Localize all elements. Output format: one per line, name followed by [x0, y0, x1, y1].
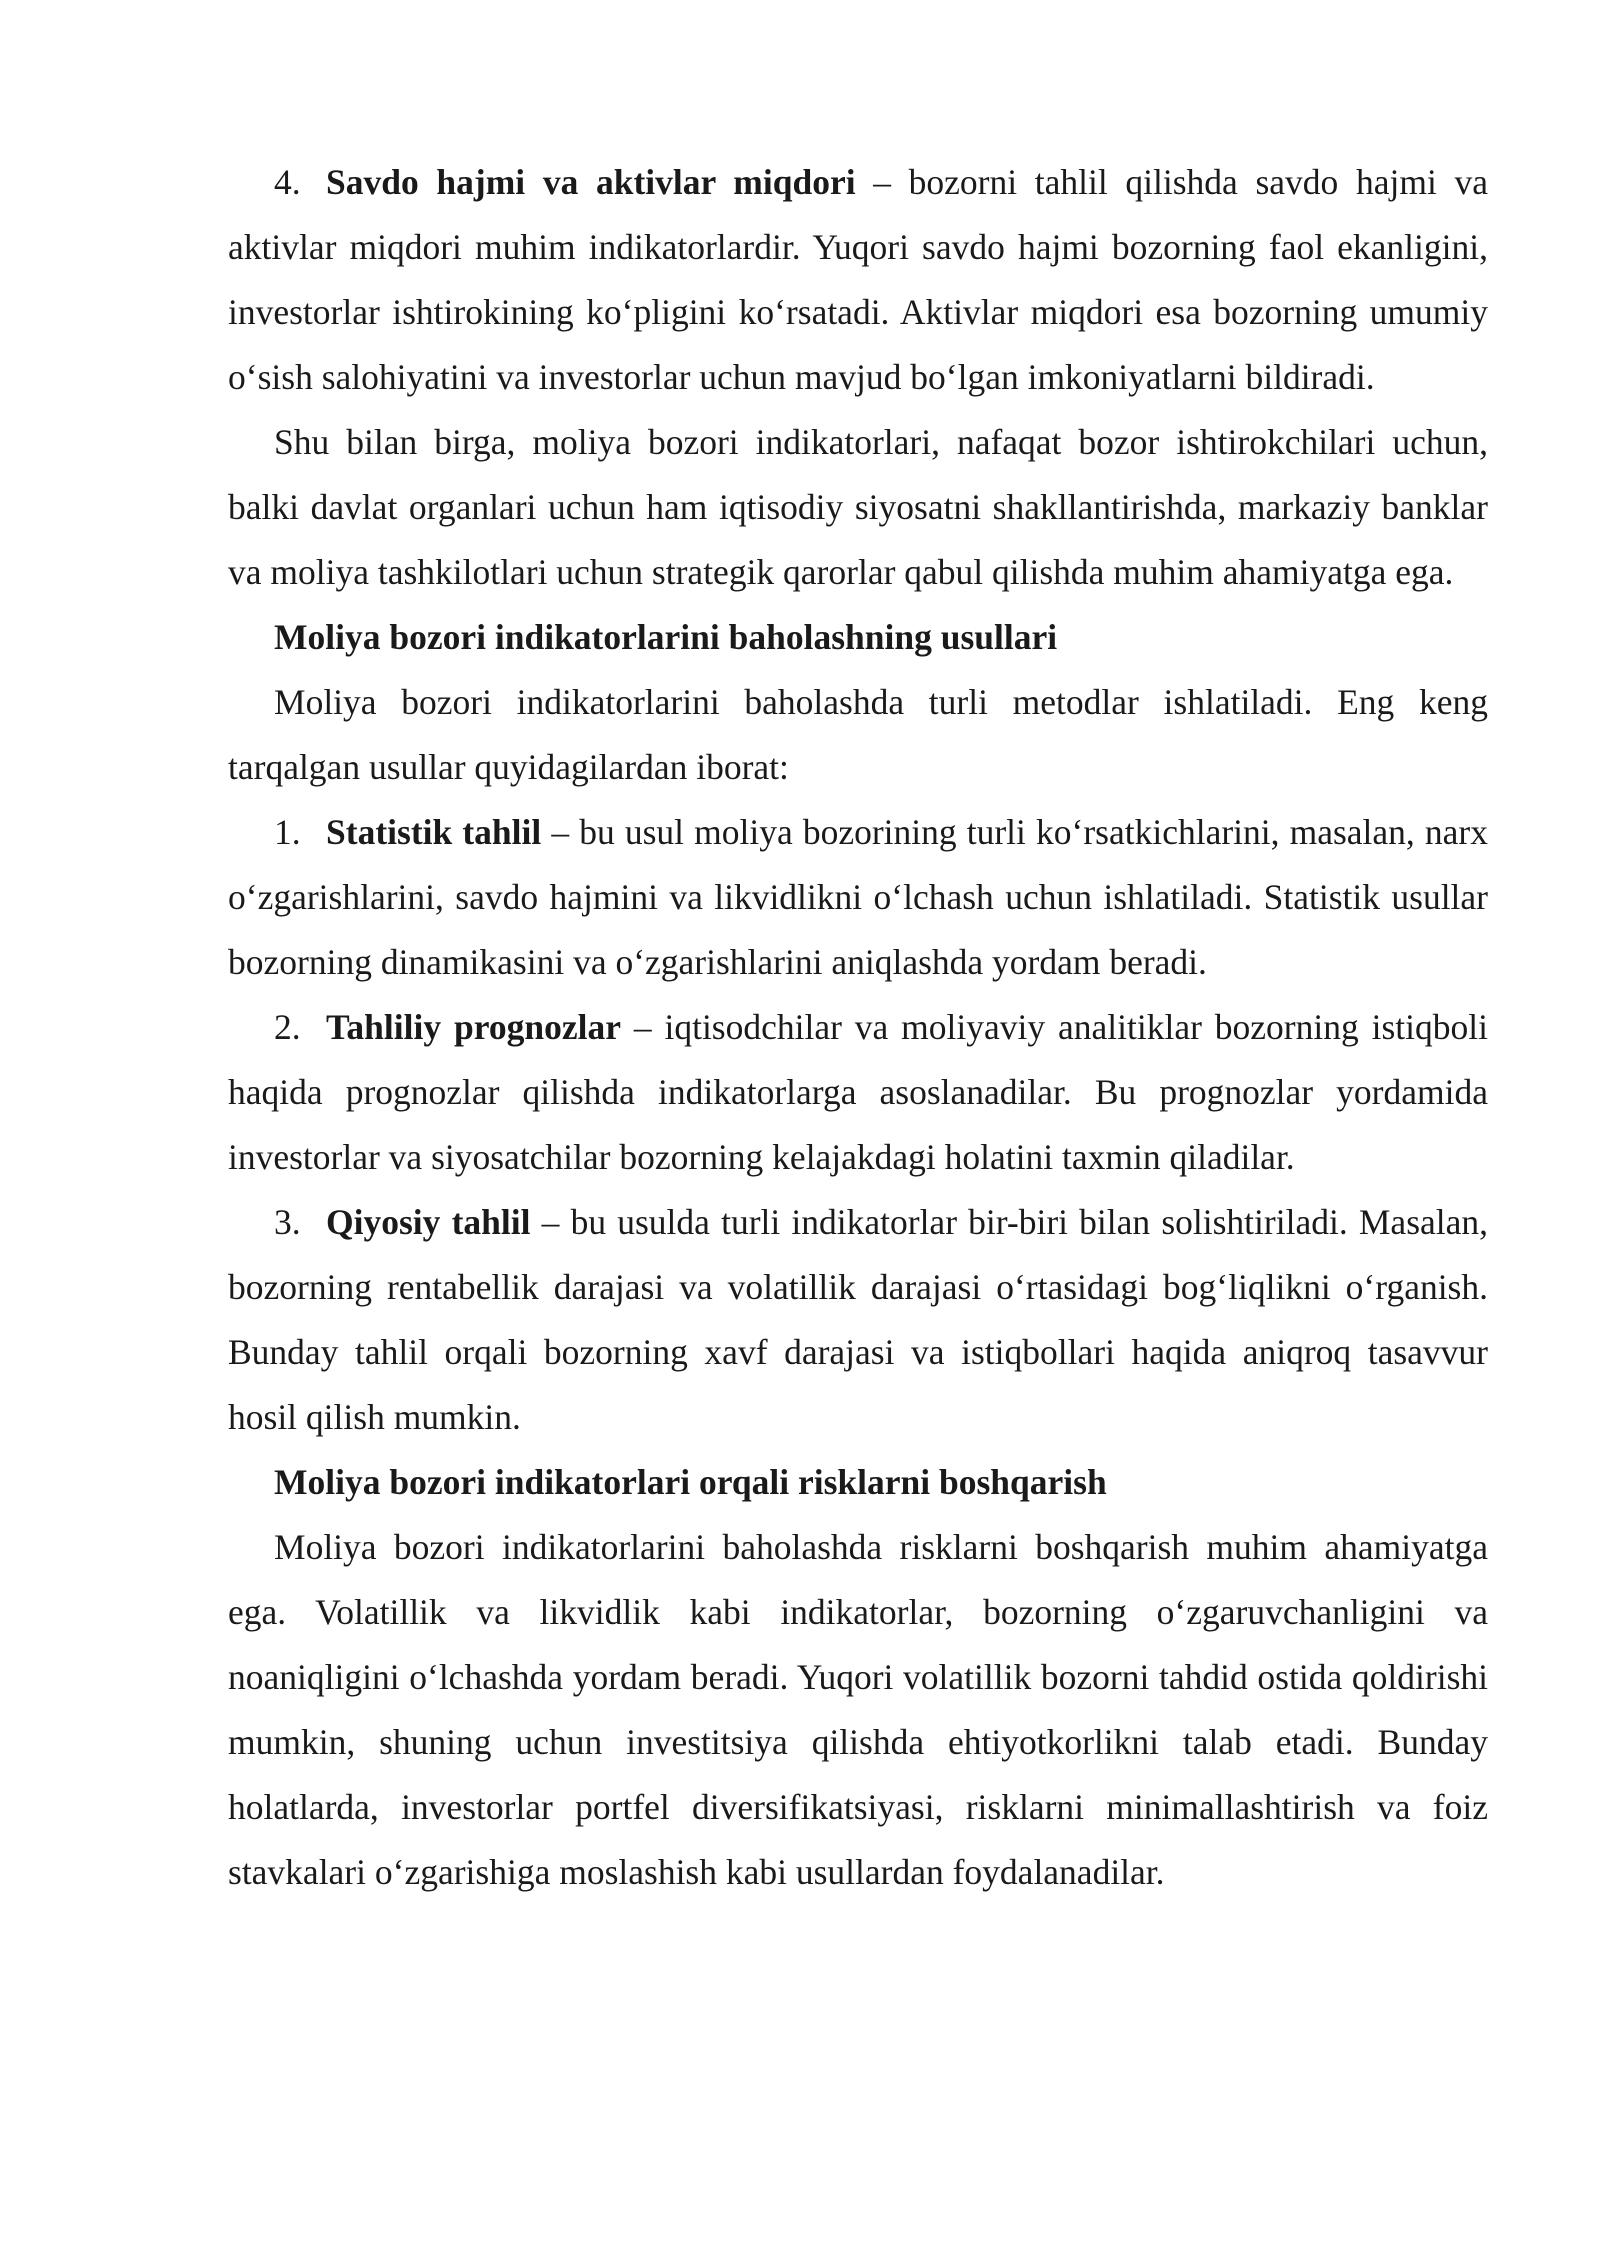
paragraph-text: – bozorni tahlil qilishda savdo hajmi va aktivlar miqdori muhim indikatorlardir. Yuqori savdo hajmi bozorning faol ekanligini, investorlar ishtirokining ko‘pligini ko‘rsatadi. Aktivlar miqdori esa bozorning umumiy o‘sish salohiyatini va investorlar uchun mavjud bo‘lgan imkoniyatlarni bildiradi.: [228, 162, 1488, 397]
paragraph-importance: Shu bilan birga, moliya bozori indikatorlari, nafaqat bozor ishtirokchilari uchun, balki davlat organlari uchun ham iqtisodiy siyosatni shakllantirishda, markaziy banklar va moliya tashkilotlari uchun strategik qarorlar qabul qilishda muhim ahamiyatga ega.: [228, 422, 1488, 592]
bold-term: Qiyosiy tahlil: [326, 1202, 531, 1242]
paragraph-text: – bu usulda turli indikatorlar bir-biri bilan solishtiriladi. Masalan, bozorning rentabellik darajasi va volatillik darajasi o‘rtasidagi bog‘liqlikni o‘rganish. Bunday tahlil orqali bozorning xavf darajasi va istiqbollari haqida aniqroq tasavvur hosil qilish mumkin.: [228, 1202, 1489, 1437]
bold-term: Statistik tahlil: [326, 812, 542, 852]
list-number: 3.: [274, 1202, 301, 1242]
section-heading-risk-management: Moliya bozori indikatorlari orqali risklarni boshqarish: [274, 1462, 1107, 1502]
paragraph-risk-management: Moliya bozori indikatorlarini baholashda risklarni boshqarish muhim ahamiyatga ega. Volatillik va likvidlik kabi indikatorlar, bozorning o‘zgaruvchanligini va noaniqligini o‘lchashda yordam beradi. Yuqori volatillik bozorni tahdid ostida qoldirishi mumkin, shuning uchun investitsiya qilishda ehtiyotkorlikni talab etadi. Bunday holatlarda, investorlar portfel diversifikatsiyasi, risklarni minimallashtirish va foiz stavkalari o‘zgarishiga moslashish kabi usullardan foydalanadilar.: [228, 1527, 1488, 1892]
paragraph-methods-intro: Moliya bozori indikatorlarini baholashda turli metodlar ishlatiladi. Eng keng tarqalgan usullar quyidagilardan iborat:: [228, 682, 1488, 787]
list-item-comparative-analysis: [228, 1190, 1488, 1450]
bold-term: Tahliliy prognozlar: [326, 1007, 621, 1047]
paragraph-text: – iqtisodchilar va moliyaviy analitiklar bozorning istiqboli haqida prognozlar qilishda indikatorlarga asoslanadilar. Bu prognozlar yordamida investorlar va siyosatchilar bozorning kelajakdagi holatini taxmin qiladilar.: [228, 1007, 1488, 1177]
bold-term: Savdo hajmi va aktivlar miqdori: [326, 162, 856, 202]
list-item-statistical-analysis: [228, 800, 1488, 995]
paragraph-text: – bu usul moliya bozorining turli ko‘rsatkichlarini, masalan, narx o‘zgarishlarini, savdo hajmini va likvidlikni o‘lchash uchun ishlatiladi. Statistik usullar bozorning dinamikasini va o‘zgarishlarini aniqlashda yordam beradi.: [228, 812, 1488, 982]
section-heading-evaluation-methods: Moliya bozori indikatorlarini baholashning usullari: [274, 617, 1058, 657]
list-item-trading-volume: [228, 150, 1488, 410]
list-number: 4.: [274, 162, 301, 202]
document-body: [228, 150, 1488, 1905]
list-number: 2.: [274, 1007, 301, 1047]
list-item-analytical-forecasts: [228, 995, 1488, 1190]
list-number: 1.: [274, 812, 301, 852]
